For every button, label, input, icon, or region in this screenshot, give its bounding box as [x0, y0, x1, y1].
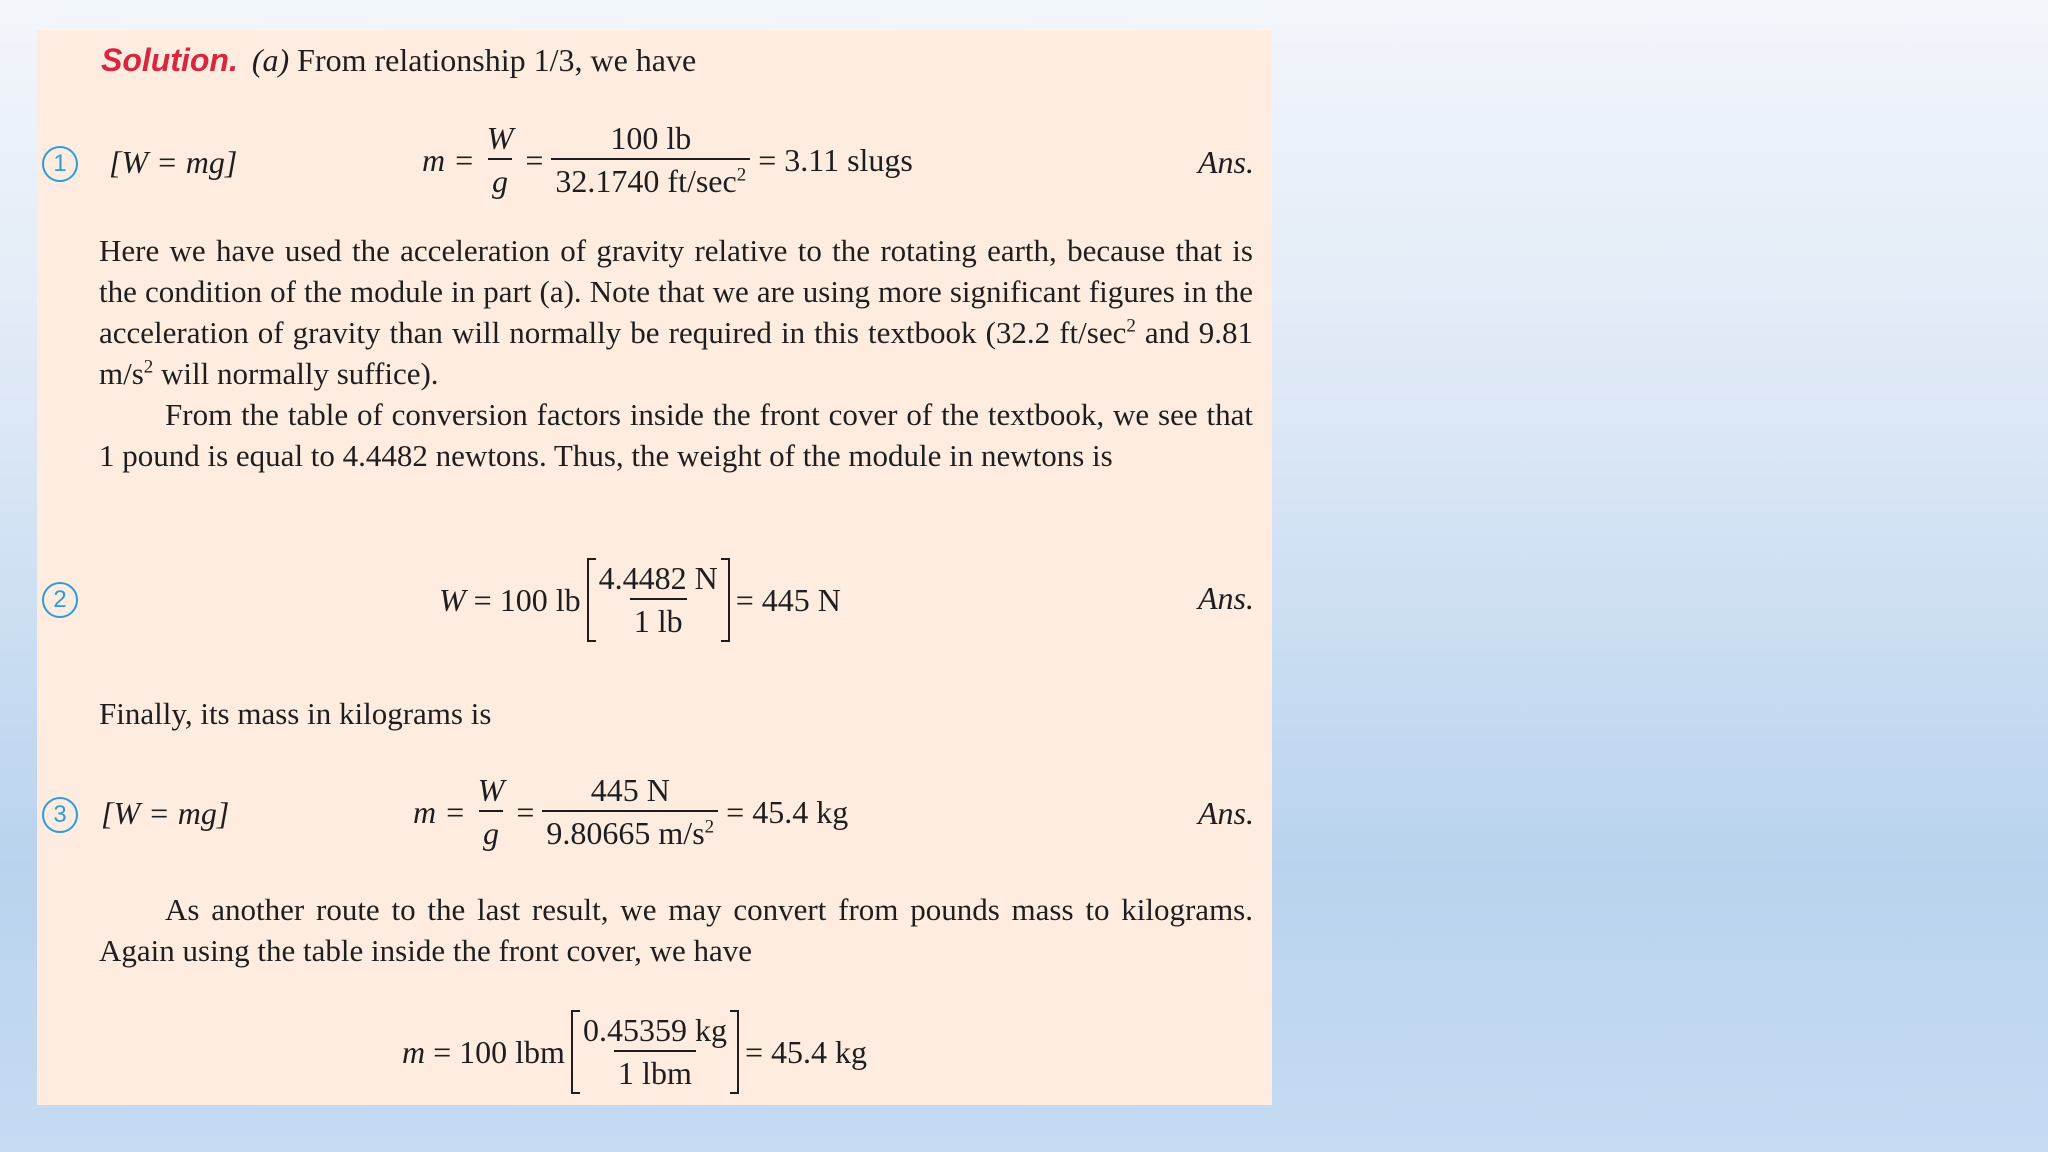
- paragraph-another-route: As another route to the last result, we may convert from pounds mass to kilograms. Again using the table inside the front cover, we have: [99, 892, 1253, 968]
- eq3-f2-numerator: 445 N: [590, 772, 670, 808]
- eq1-fraction-values: [551, 118, 750, 202]
- eq1-relation: [W = mg]: [109, 144, 238, 180]
- eq1-f1-numerator: W: [486, 120, 514, 156]
- eq3-ans: Ans.: [1198, 795, 1254, 831]
- solution-panel: [37, 30, 1272, 1105]
- para1-exponent-1: 2: [1126, 315, 1136, 337]
- solution-intro: From relationship 1/3, we have: [297, 42, 697, 78]
- eq1-f2-exponent: 2: [736, 164, 747, 186]
- eq3-fraction-values: [542, 770, 718, 854]
- eq1-f2-denominator-text: 32.1740 ft/sec: [555, 163, 737, 199]
- eq1-ans: Ans.: [1198, 144, 1254, 180]
- eq4-result: = 45.4 kg: [744, 1033, 867, 1070]
- para1-text: Here we have used the acceleration of gravity relative to the rotating earth, because that is the condition of the module in part (a). Note that we are using more significant figures in the acceleration of gravity than will normally be required in this textbook (32.2 ft/sec: [99, 233, 1253, 350]
- eq4-bracket: [571, 1010, 739, 1094]
- eq3-equals: =: [516, 793, 535, 830]
- eq2-ans: Ans.: [1198, 580, 1254, 616]
- eq4-denominator: 1 lbm: [614, 1050, 696, 1094]
- step-marker-2: 2: [42, 582, 78, 618]
- eq2-denominator: 1 lb: [630, 598, 687, 642]
- paragraph-conversion: From the table of conversion factors inside the front cover of the textbook, we see that 1 pound is equal to 4.4482 newtons. Thus, the weight of the module in newtons is: [99, 397, 1253, 473]
- eq2-result: = 445 N: [735, 581, 841, 618]
- solution-label: Solution.: [101, 42, 238, 78]
- eq1-f2-numerator: 100 lb: [610, 120, 692, 156]
- eq1-lhs: m =: [422, 141, 475, 178]
- eq3-relation: [W = mg]: [101, 795, 230, 831]
- eq3-f1-denominator: g: [479, 810, 503, 854]
- eq3-f1-numerator: W: [477, 772, 505, 808]
- para1-text-mid: and 9.81 m/s: [99, 315, 1253, 391]
- eq4-lhs: m = 100 lbm: [402, 1033, 565, 1070]
- eq4-fraction: [579, 1010, 731, 1094]
- equation-2: [439, 558, 841, 642]
- eq3-f2-denominator: [542, 810, 718, 854]
- eq2-fraction: [595, 558, 722, 642]
- part-label: (a): [251, 42, 290, 78]
- eq2-lhs: W = 100 lb: [439, 581, 581, 618]
- eq3-result: = 45.4 kg: [726, 793, 849, 830]
- eq1-f1-denominator: g: [488, 158, 512, 202]
- eq3-f2-exponent: 2: [704, 816, 715, 838]
- eq1-equals: =: [525, 141, 544, 178]
- eq2-numerator: 4.4482 N: [598, 560, 718, 596]
- equation-4: [402, 1010, 867, 1094]
- eq1-f2-denominator: [551, 158, 750, 202]
- equation-1: [422, 118, 913, 202]
- equation-3: [413, 770, 848, 854]
- step-marker-3: 3: [42, 797, 78, 833]
- eq3-f2-denominator-text: 9.80665 m/s: [546, 815, 705, 851]
- eq3-fraction-w-over-g: [474, 770, 509, 854]
- paragraph-finally: Finally, its mass in kilograms is: [99, 696, 492, 731]
- solution-heading: [101, 42, 696, 79]
- eq1-fraction-w-over-g: [483, 118, 518, 202]
- para1-text-end: will normally suffice).: [153, 356, 439, 391]
- eq1-result: = 3.11 slugs: [758, 141, 913, 178]
- eq4-numerator: 0.45359 kg: [582, 1012, 727, 1048]
- paragraph-gravity-note: [99, 230, 1253, 394]
- eq3-lhs: m =: [413, 793, 466, 830]
- eq2-bracket: [587, 558, 730, 642]
- para1-exponent-2: 2: [143, 356, 154, 378]
- step-marker-1: 1: [42, 146, 78, 182]
